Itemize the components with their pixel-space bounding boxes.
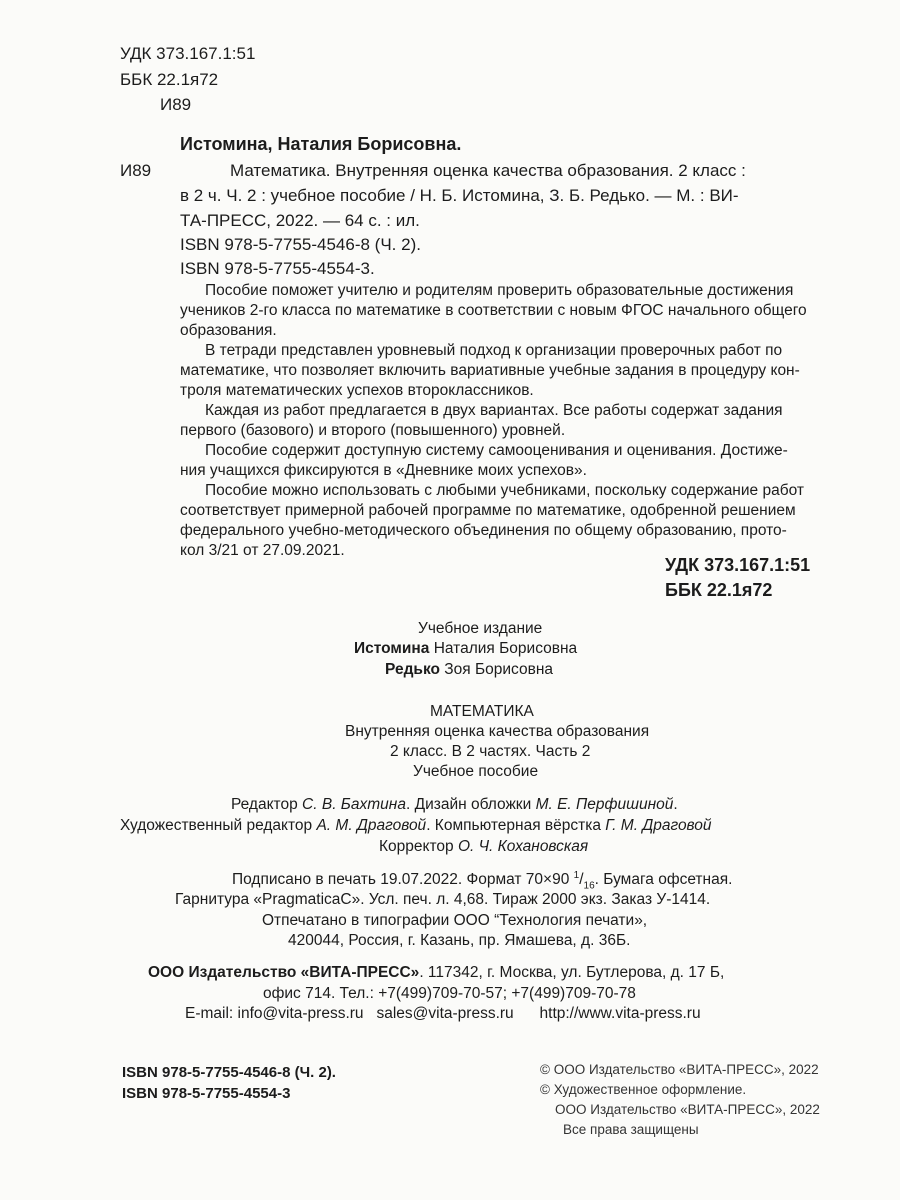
bbk-header: ББК 22.1я72 [120, 70, 219, 89]
art-label: Художественный редактор [120, 817, 313, 834]
fraction-denominator: 16 [583, 880, 595, 892]
annotation-line: троля математических успехов второклассников. [180, 382, 534, 399]
author-2-surname: Редько [385, 661, 440, 678]
biblio-line-1: Математика. Внутренняя оценка качества образования. 2 класс : [230, 161, 746, 180]
credits-line-1: Редактор С. В. Бахтина. Дизайн обложки М. Е. Перфишиной. [231, 796, 678, 813]
email-sales: sales@vita-press.ru [376, 1005, 514, 1022]
biblio-line-3: ТА-ПРЕСС, 2022. — 64 с. : ил. [180, 211, 420, 230]
corrector-name: О. Ч. Кохановская [457, 838, 589, 855]
email-info: info@vita-press.ru [237, 1005, 364, 1022]
author-1-name: Наталия Борисовна [433, 640, 578, 657]
layout-label: . Компьютерная вёрстка [426, 817, 601, 834]
book-type: Учебное пособие [413, 763, 539, 780]
corrector-label: Корректор [379, 838, 454, 855]
annotation-line: образования. [180, 322, 277, 339]
printing-line-2: Гарнитура «PragmaticaC». Усл. печ. л. 4,68. Тираж 2000 экз. Заказ У-1414. [175, 891, 711, 908]
website-url: http://www.vita-press.ru [539, 1005, 701, 1022]
publisher-name: ООО Издательство «ВИТА-ПРЕСС» [148, 964, 420, 981]
book-grade: 2 класс. В 2 частях. Часть 2 [390, 743, 591, 760]
credits-line-3 [379, 838, 588, 856]
footer-isbn-2: ISBN 978-5-7755-4554-3 [122, 1085, 291, 1102]
art-name: А. М. Драговой [316, 817, 427, 834]
biblio-isbn-2: ISBN 978-5-7755-4554-3. [180, 259, 375, 278]
copyright-2: © Художественное оформление. [540, 1082, 747, 1097]
annotation-line: кол 3/21 от 27.09.2021. [180, 542, 345, 559]
book-subtitle: Внутренняя оценка качества образования [345, 723, 650, 740]
fraction-numerator: 1 [573, 870, 580, 881]
printing-line-3: Отпечатано в типографии ООО “Технология печати», [262, 912, 648, 929]
udk-bold: УДК 373.167.1:51 [665, 555, 811, 575]
edition-type: Учебное издание [418, 620, 543, 637]
biblio-isbn-1: ISBN 978-5-7755-4546-8 (Ч. 2). [180, 235, 421, 254]
annotation-line: В тетради представлен уровневый подход к организации проверочных работ по [205, 342, 783, 359]
author-2-name: Зоя Борисовна [444, 661, 553, 678]
printing-line-1: Подписано в печать 19.07.2022. Формат 70×90 $^1/_{16}$. Бумага офсетная. [232, 870, 733, 892]
annotation-line: Пособие содержит доступную систему самооценивания и оценивания. Достиже- [205, 442, 788, 459]
annotation-line: ния учащихся фиксируются в «Дневнике моих успехов». [180, 462, 587, 479]
footer-isbn-1: ISBN 978-5-7755-4546-8 (Ч. 2). [122, 1064, 336, 1081]
publisher-address-2: офис 714. Тел.: +7(499)709-70-57; +7(499)709-70-78 [263, 985, 636, 1002]
annotation-line: Пособие можно использовать с любыми учебниками, поскольку содержание работ [205, 482, 804, 499]
annotation-line: федерального учебно-методического объединения по общему образованию, прото- [180, 522, 787, 539]
copyright-3: ООО Издательство «ВИТА-ПРЕСС», 2022 [555, 1102, 820, 1117]
annotation-line: первого (базового) и второго (повышенного) уровней. [180, 422, 566, 439]
annotation-line: математике, что позволяет включить вариативные учебные задания в процедуру кон- [180, 362, 800, 379]
design-name: М. Е. Перфишиной [535, 796, 674, 813]
author-2 [385, 661, 553, 679]
biblio-author: Истомина, Наталия Борисовна. [180, 134, 462, 154]
author-1 [354, 640, 577, 658]
layout-name: Г. М. Драговой [605, 817, 712, 834]
author-1-surname: Истомина [354, 640, 430, 657]
copyright-1: © ООО Издательство «ВИТА-ПРЕСС», 2022 [540, 1062, 819, 1077]
book-title: МАТЕМАТИКА [430, 703, 534, 720]
author-code-header: И89 [160, 95, 192, 114]
credits-line-2 [120, 817, 712, 835]
annotation-line: соответствует примерной рабочей программе по математике, одобренной решением [180, 502, 796, 519]
publisher-contacts [185, 1005, 701, 1023]
biblio-code: И89 [120, 161, 152, 180]
annotation-line: Каждая из работ предлагается в двух вариантах. Все работы содержат задания [205, 402, 783, 419]
udk-header: УДК 373.167.1:51 [120, 44, 256, 63]
publisher-line-1 [148, 964, 724, 982]
printing-line-4: 420044, Россия, г. Казань, пр. Ямашева, д. 36Б. [288, 932, 631, 949]
design-label: . Дизайн обложки [405, 796, 532, 813]
annotation-line: Пособие поможет учителю и родителям проверить образовательные достижения [205, 282, 794, 299]
rights-reserved: Все права защищены [563, 1122, 699, 1137]
biblio-line-2: в 2 ч. Ч. 2 : учебное пособие / Н. Б. Истомина, З. Б. Редько. — М. : ВИ- [180, 186, 739, 205]
bbk-bold: ББК 22.1я72 [665, 580, 773, 600]
publisher-address-1: . 117342, г. Москва, ул. Бутлерова, д. 17 Б, [419, 964, 725, 981]
editor-name: С. В. Бахтина [302, 796, 406, 813]
annotation-line: учеников 2-го класса по математике в соответствии с новым ФГОС начального общего [180, 302, 807, 319]
email-label: E-mail: [185, 1005, 234, 1022]
editor-label: Редактор [231, 796, 298, 813]
